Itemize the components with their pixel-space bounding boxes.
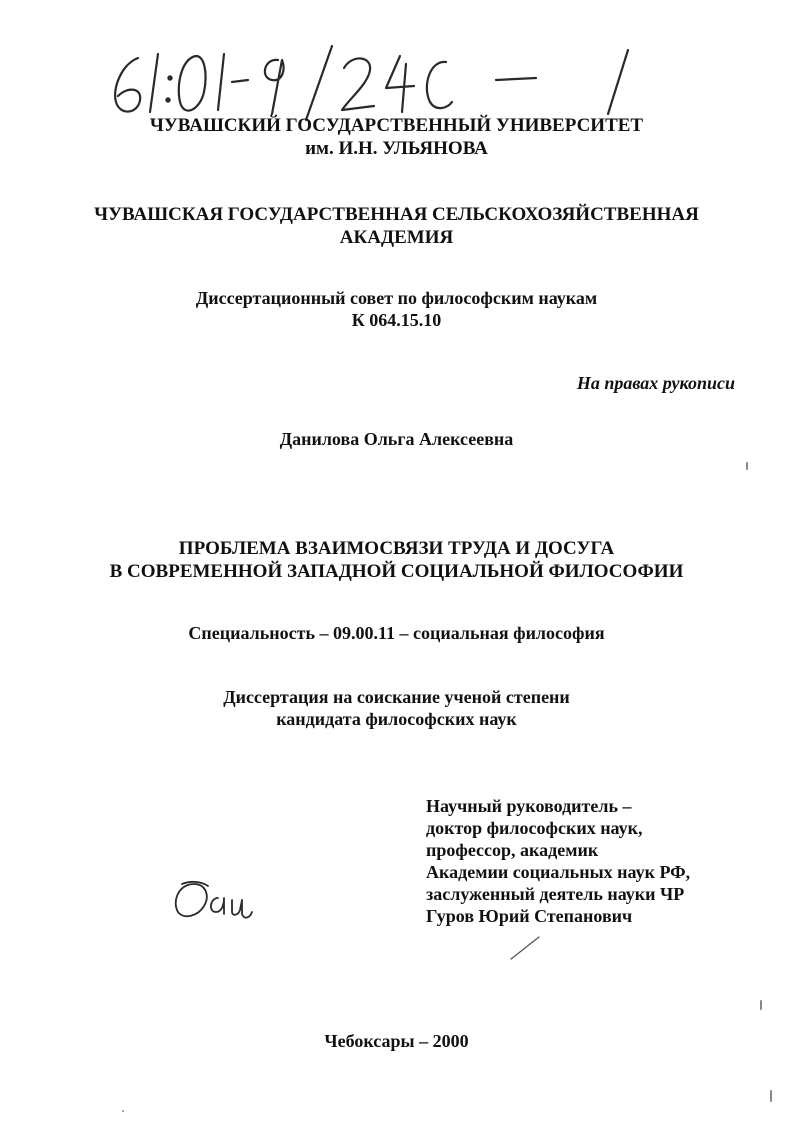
university-eponym: им. И.Н. УЛЬЯНОВА — [305, 138, 488, 159]
manuscript-note: На правах рукописи — [576, 373, 735, 393]
university-block — [0, 114, 793, 160]
city-year: Чебоксары – 2000 — [324, 1031, 469, 1051]
advisor-name: Гуров Юрий Степанович — [426, 906, 633, 926]
specialty: Специальность – 09.00.11 – социальная философия — [188, 623, 605, 643]
dissertation-title-line2: В СОВРЕМЕННОЙ ЗАПАДНОЙ СОЦИАЛЬНОЙ ФИЛОСОФИИ — [109, 561, 684, 582]
academy-block — [0, 203, 793, 249]
scan-speck — [760, 1000, 762, 1010]
footer-block — [0, 1030, 793, 1052]
degree-line1: Диссертация на соискание ученой степени — [223, 687, 570, 707]
council-name: Диссертационный совет по философским наукам — [195, 288, 598, 308]
dissertation-title-line1: ПРОБЛЕМА ВЗАИМОСВЯЗИ ТРУДА И ДОСУГА — [178, 538, 615, 559]
advisor-block — [426, 795, 690, 927]
author-block — [0, 428, 793, 450]
advisor-line: Академии социальных наук РФ, — [426, 862, 691, 882]
advisor-line: заслуженный деятель науки ЧР — [426, 884, 685, 904]
advisor-line: профессор, академик — [426, 840, 599, 860]
academy-name: ЧУВАШСКАЯ ГОСУДАРСТВЕННАЯ СЕЛЬСКОХОЗЯЙСТВЕННАЯ — [94, 204, 699, 225]
council-block — [0, 287, 793, 331]
scan-speck — [122, 1110, 124, 1112]
handwritten-signature — [168, 876, 268, 926]
university-name: ЧУВАШСКИЙ ГОСУДАРСТВЕННЫЙ УНИВЕРСИТЕТ — [149, 115, 644, 136]
scan-speck — [770, 1090, 772, 1102]
advisor-line: доктор философских наук, — [426, 818, 643, 838]
handwritten-archive-mark — [100, 40, 660, 125]
scan-speck — [746, 462, 748, 470]
degree-line2: кандидата философских наук — [276, 709, 517, 729]
advisor-line: Научный руководитель – — [426, 796, 632, 816]
degree-block — [0, 686, 793, 730]
specialty-block — [0, 622, 793, 644]
title-block — [0, 537, 793, 583]
council-code: К 064.15.10 — [351, 310, 442, 330]
pen-stroke-mark — [505, 933, 545, 963]
author-name: Данилова Ольга Алексеевна — [279, 429, 514, 449]
academy-name-cont: АКАДЕМИЯ — [339, 227, 454, 248]
